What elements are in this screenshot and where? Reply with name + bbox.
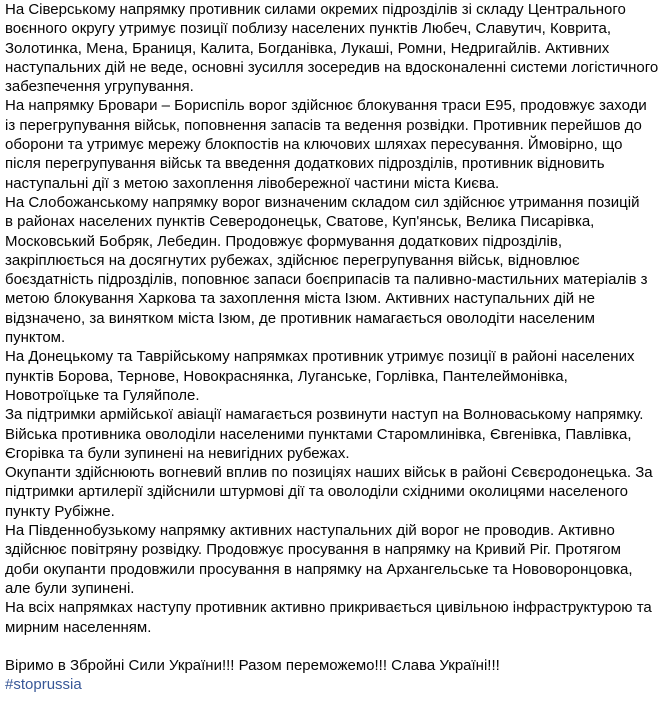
post-paragraph [5,521,658,598]
paragraph-line: наступальні дії з метою захоплення лівобережної частини міста Києва. [5,174,500,192]
post-paragraph [5,193,658,347]
paragraph-line: після перегрупування військ та введення додаткових підрозділів, противник відновить [5,155,605,173]
paragraph-line: мирним населенням. [5,618,152,636]
paragraph-line: Золотинка, Мена, Браниця, Калита, Богданівка, Лукаші, Ромни, Недригайлів. Активних [5,39,610,57]
paragraph-line: боєздатність підрозділів, поповнює запаси боєприпасів та паливно-мастильних матеріалів з [5,271,648,289]
paragraph-line: Війська противника оволоділи населеними пунктами Старомлинівка, Євгенівка, Павлівка, [5,425,632,443]
paragraph-line: На напрямку Бровари – Бориспіль ворог здійснює блокування траси Е95, продовжує заходи [5,97,647,115]
paragraph-line: пунктом. [5,329,66,347]
paragraph-line: На Сіверському напрямку противник силами окремих підрозділів зі складу Центрального [5,1,626,18]
paragraph-line: На Донецькому та Таврійському напрямках противник утримує позиції в районі населених [5,348,635,366]
hashtag-link[interactable]: #stoprussia [5,676,82,694]
paragraph-line: відзначено, за винятком міста Ізюм, де противник намагається оволодіти населеним [5,309,595,327]
paragraph-line: На Південнобузькому напрямку активних наступальних дій ворог не проводив. Активно [5,522,615,540]
paragraph-line: але були зупинені. [5,579,135,597]
post-paragraph [5,598,658,637]
post-paragraph [5,347,658,405]
paragraph-line: пунктів Борова, Тернове, Новокраснянка, Луганське, Горлівка, Пантелеймонівка, [5,367,568,385]
paragraph-line: в районах населених пунктів Северодонецьк, Сватове, Куп'янськ, Велика Писарівка, [5,213,595,231]
paragraph-line: На Слобожанському напрямку ворог визначеним складом сил здійснює утримання позицій [5,193,640,211]
paragraph-line: наступальних дій не веде, основні зусилля зосередив на вдосконаленні системи логістичного [5,58,659,76]
post-paragraph [5,405,658,463]
paragraph-spacer [5,637,658,656]
post-paragraphs [5,0,658,637]
paragraph-line: підтримки артилерії здійснили штурмові дії та оволоділи східними околицями населеного [5,483,628,501]
post-paragraph [5,96,658,192]
paragraph-line: пункту Рубіжне. [5,502,115,520]
paragraph-line: Московський Бобряк, Лебедин. Продовжує формування додаткових підрозділів, [5,232,562,250]
paragraph-line: оборони та утримує мережу блокпостів на ключових шляхах пересування. Ймовірно, що [5,136,623,154]
paragraph-line: воєнного округу утримує позиції поблизу населених пунктів Любеч, Славутич, Коврита, [5,20,611,38]
post-paragraph [5,0,658,96]
paragraph-line: За підтримки армійської авіації намагається розвинути наступ на Волноваському напрямку. [5,406,644,424]
closing-line: Віримо в Збройні Сили України!!! Разом переможемо!!! Слава Україні!!! [5,657,500,675]
paragraph-line: метою блокування Харкова та захоплення міста Ізюм. Активних наступальних дій не [5,290,595,308]
paragraph-line: забезпечення угрупування. [5,78,194,96]
paragraph-line: Новотроїцьке та Гуляйполе. [5,386,200,404]
paragraph-line: На всіх напрямках наступу противник активно прикривається цивільною інфраструктурою та [5,599,652,617]
paragraph-line: доби окупанти продовжили просування в напрямку на Архангельське та Нововоронцовка, [5,560,633,578]
post-paragraph [5,463,658,521]
paragraph-line: Єгорівка та були зупинені на невигідних рубежах. [5,444,350,462]
paragraph-line: закріплюється на досягнутих рубежах, здійснює перегрупування військ, відновлює [5,251,580,269]
paragraph-line: здійснює повітряну розвідку. Продовжує просування в напрямку на Кривий Ріг. Протягом [5,541,621,559]
paragraph-line: Окупанти здійснюють вогневий вплив по позиціях наших військ в районі Сєвєродонецька. За [5,464,653,482]
paragraph-line: із перегрупування військ, поповнення запасів та ведення розвідки. Противник перейшов до [5,116,642,134]
